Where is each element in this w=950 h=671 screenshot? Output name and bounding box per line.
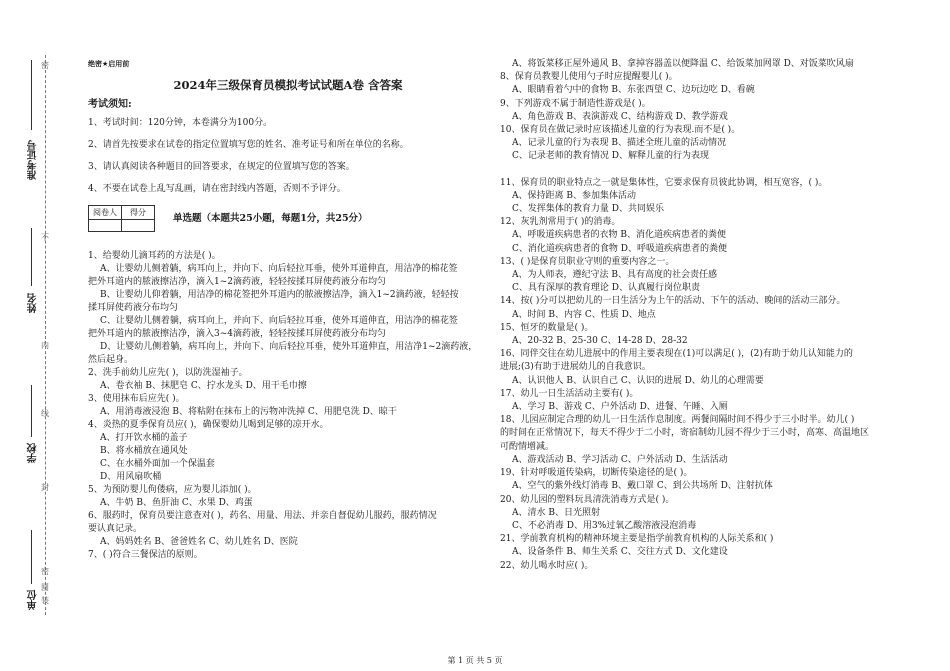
question-continuation: 揉耳屏使药液分布均匀 bbox=[88, 303, 179, 313]
left-column bbox=[88, 58, 488, 562]
question-stem: 13、( )是保育员职业守则的重要内容之一。 bbox=[500, 256, 675, 267]
question-stem: 7、( )符合三餐保洁的原则。 bbox=[88, 550, 203, 560]
question-options: B、让婴幼儿仰着躺，用洁净的棉花签把外耳道内的脓液擦洁净，滴入1~2滴药液，轻轻按 bbox=[100, 290, 459, 300]
score-header: 得分 bbox=[122, 206, 155, 220]
question-stem: 11、保育员的职业特点之一就是集体性，它要求保育员彼此协调，相互宽容，( )。 bbox=[500, 177, 828, 188]
question-options: C、在水桶外面加一个保温套 bbox=[100, 459, 215, 469]
exam-number-line bbox=[31, 60, 32, 130]
question-stem: 1、给婴幼儿滴耳药的方法是( )。 bbox=[88, 251, 221, 261]
notice-item: 1、考试时间：120分钟，本卷满分为100分。 bbox=[88, 118, 273, 128]
question-options: A、眼睛看着勺中的食物 B、东张西望 C、边玩边吃 D、看碗 bbox=[512, 85, 755, 96]
left-questions bbox=[88, 250, 488, 562]
page-footer: 第 1 页 共 5 页 bbox=[447, 656, 503, 665]
question-stem: 10、保育员在做记录时应该描述儿童的行为表现.而不是( )。 bbox=[500, 125, 741, 136]
question-stem: 15、恒牙的数量是( )。 bbox=[500, 322, 594, 333]
question-options: C、让婴幼儿侧着躺，病耳向上，并向下、向后轻拉耳垂，使外耳道伸直，用洁净的棉花签 bbox=[100, 316, 458, 326]
question-stem: 2、洗手前幼儿应先( )，以防洗湿袖子。 bbox=[88, 368, 248, 378]
question-options: D、用风扇吹桶 bbox=[100, 472, 162, 482]
question-options: A、牛奶 B、鱼肝油 C、水果 D、鸡蛋 bbox=[100, 498, 253, 508]
grader-cell[interactable] bbox=[89, 220, 122, 232]
score-cell[interactable] bbox=[122, 220, 155, 232]
question-stem: 19、针对呼吸道传染病，切断传染途径的是( )。 bbox=[500, 468, 693, 479]
question-continuation: 把外耳道内的脓液擦洁净，滴入3~4滴药液，轻轻按揉耳屏使药液分布均匀 bbox=[88, 329, 386, 339]
secret-mark: 绝密★启用前 bbox=[88, 60, 130, 68]
score-table bbox=[88, 205, 155, 232]
question-options: A、呼吸道疾病患者的衣物 B、消化道疾病患者的粪便 bbox=[512, 230, 726, 241]
exam-title: 2024年三级保育员模拟考试试题A卷 含答案 bbox=[173, 78, 403, 92]
question-options: A、让婴幼儿侧着躺，病耳向上，并向下、向后轻拉耳垂，使外耳道伸直，用洁净的棉花签 bbox=[100, 264, 458, 274]
question-options: A、20-32 B、25-30 C、14-28 D、28-32 bbox=[512, 336, 688, 347]
seal-char: 内 bbox=[41, 341, 50, 350]
question-options: A、认识他人 B、认识自己 C、认识的进展 D、幼儿的心理需要 bbox=[512, 375, 764, 386]
question-options: A、保持距离 B、参加集体活动 bbox=[512, 190, 636, 201]
seal-line bbox=[45, 55, 46, 615]
notice-item: 3、请认真阅读各种题目的回答要求，在规定的位置填写您的答案。 bbox=[88, 162, 355, 172]
question-stem: 12、灰乳剂常用于( )的消毒。 bbox=[500, 217, 621, 228]
right-questions bbox=[500, 58, 920, 573]
question-options: C、发挥集体的教育力量 D、共同娱乐 bbox=[512, 204, 664, 215]
binding-margin bbox=[0, 0, 60, 671]
grader-header: 阅卷人 bbox=[89, 206, 122, 220]
notice-heading: 考试须知: bbox=[88, 99, 132, 110]
question-stem: 14、按( )分可以把幼儿的一日生活分为上午的活动、下午的活动、晚间的活动三部分。 bbox=[500, 296, 846, 307]
question-options: A、妈妈姓名 B、爸爸姓名 C、幼儿姓名 D、医院 bbox=[100, 537, 298, 547]
question-options: A、时间 B、内容 C、性质 D、地点 bbox=[512, 309, 656, 320]
unit-line bbox=[31, 530, 32, 584]
seal-char: 密 bbox=[41, 61, 50, 70]
seal-char: 圆 bbox=[41, 583, 50, 592]
seal-char: 封 bbox=[41, 483, 50, 492]
question-continuation: 的时间在正常情况下，每天不得少于二小时，寄宿制幼儿园不得少于三小时，高寒、高温地区 bbox=[500, 428, 870, 439]
name-line bbox=[31, 228, 32, 286]
question-stem: 6、服药时，保育员要注意查对( )，药名、用量、用法、并亲自督促幼儿服药，服药情况 bbox=[88, 511, 437, 521]
spacer bbox=[500, 164, 920, 177]
school-line bbox=[31, 385, 32, 437]
question-options: C、不必消毒 D、用3%过氧乙酸溶液浸泡消毒 bbox=[512, 520, 697, 531]
question-options: A、角色游戏 B、表演游戏 C、结构游戏 D、教学游戏 bbox=[512, 111, 728, 122]
seal-char: 不 bbox=[41, 233, 50, 242]
question-options: A、设备条件 B、师生关系 C、交往方式 D、文化建设 bbox=[512, 547, 728, 558]
question-options: A、用消毒液浸泡 B、将粘附在抹布上的污物冲洗掉 C、用肥皂洗 D、晾干 bbox=[100, 407, 397, 417]
question-stem: 8、保育员教婴儿使用勺子时应提醒婴儿( )。 bbox=[500, 72, 678, 83]
question-options: C、记录老师的教育情况 D、解释儿童的行为表现 bbox=[512, 151, 709, 162]
notice-item: 2、请首先按要求在试卷的指定位置填写您的姓名、准考证号和所在单位的名称。 bbox=[88, 140, 409, 150]
seal-char: 装 bbox=[41, 596, 50, 605]
question-options: A、清水 B、日光照射 bbox=[512, 507, 600, 518]
question-continuation: 把外耳道内的脓液擦洁净，滴入1~2滴药液，轻轻按揉耳屏使药液分布均匀 bbox=[88, 277, 386, 287]
question-options: C、消化道疾病患者的食物 D、呼吸道疾病患者的粪便 bbox=[512, 243, 727, 254]
question-continuation: 可酌情增减。 bbox=[500, 441, 555, 452]
question-options: A、为人师表，遵纪守法 B、具有高度的社会责任感 bbox=[512, 270, 717, 281]
exam-number-label: 准考证号 bbox=[28, 140, 39, 180]
question-options: A、打开饮水桶的盖子 bbox=[100, 433, 188, 443]
unit-label: 单位 bbox=[28, 590, 39, 610]
question-options: C、具有深厚的教育理论 D、认真履行岗位职责 bbox=[512, 283, 700, 294]
notice-list bbox=[88, 117, 488, 196]
right-column bbox=[500, 58, 920, 573]
question-stem: 22、幼儿喝水时应( )。 bbox=[500, 560, 594, 571]
question-continuation: 进展;(3)有助于进展幼儿的自我意识。 bbox=[500, 362, 651, 373]
question-stem: 18、儿园应制定合理的幼儿一日生活作息制度。两餐间隔时间不得少于三小时半。幼儿( ) bbox=[500, 415, 855, 426]
section-heading: 单选题（本题共25小题，每题1分，共25分） bbox=[173, 213, 368, 224]
question-options: A、空气的紫外线灯消毒 B、戴口罩 C、到公共场所 D、注射抗体 bbox=[512, 481, 773, 492]
seal-char: 线 bbox=[41, 409, 50, 418]
question-stem: 9、下列游戏不属于制造性游戏是( )。 bbox=[500, 98, 651, 109]
question-stem: 3、使用抹布后应先( )。 bbox=[88, 394, 185, 404]
question-stem: 5、为预防婴儿佝偻病，应为婴儿添加( )。 bbox=[88, 485, 257, 495]
name-label: 姓名 bbox=[28, 293, 39, 313]
notice-item: 4、不要在试卷上乱写乱画，请在密封线内答题，否则不予评分。 bbox=[88, 184, 346, 194]
question-stem: 4、炎热的夏季保育员应( )，确保婴幼儿喝到足够的凉开水。 bbox=[88, 420, 329, 430]
school-label: 学校 bbox=[28, 443, 39, 463]
seal-char: 密 bbox=[41, 567, 50, 576]
score-area bbox=[88, 205, 488, 232]
question-stem: 21、学前教育机构的精神环境主要是指学前教育机构的人际关系和( ) bbox=[500, 534, 774, 545]
question-options: A、学习 B、游戏 C、户外活动 D、进餐、午睡、入厕 bbox=[512, 402, 728, 413]
question-options: A、将饭菜移正屋外通风 B、拿掉容器盖以便降温 C、给饭菜加网罩 D、对饭菜吹风扇 bbox=[512, 59, 854, 69]
question-stem: 16、同伴交往在幼儿进展中的作用主要表现在(1)可以满足( )，(2)有助于幼儿认知能力的 bbox=[500, 349, 853, 360]
question-options: A、游戏活动 B、学习活动 C、户外活动 D、生活活动 bbox=[512, 454, 728, 465]
question-options: A、记录儿童的行为表现 B、描述全班儿童的活动情况 bbox=[512, 138, 726, 149]
question-options: A、卷衣袖 B、抹肥皂 C、拧水龙头 D、用干毛巾擦 bbox=[100, 381, 307, 391]
question-stem: 20、幼儿园的塑料玩具清洗消毒方式是( )。 bbox=[500, 494, 675, 505]
question-continuation: 然后起身。 bbox=[88, 355, 134, 365]
question-stem: 17、幼儿一日生活活动主要有( )。 bbox=[500, 388, 639, 399]
question-options: B、将水桶放在通风处 bbox=[100, 446, 188, 456]
question-options: D、让婴幼儿侧着躺，病耳向上，并向下、向后轻拉耳垂，使外耳道伸直，用洁净1~2滴药液， bbox=[100, 342, 478, 352]
question-continuation: 要认真记录。 bbox=[88, 524, 143, 534]
